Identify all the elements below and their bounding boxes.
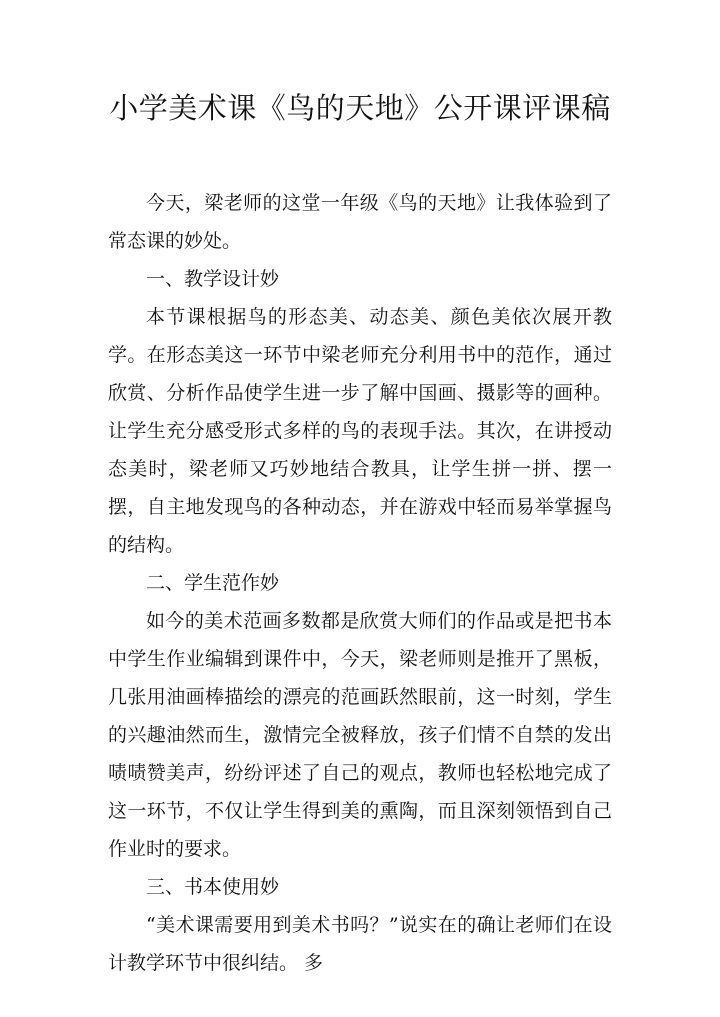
section-1-heading: 一、教学设计妙 [146, 268, 280, 290]
section-1-paragraph: 本节课根据鸟的形态美、动态美、颜色美依次展开教学。在形态美这一环节中梁老师充分利用书中的范作，通过欣赏、分析作品使学生进一步了解中国画、摄影等的画种。让学生充分感受形式多样的鸟的表现手法。其次，在讲授动态美时，梁老师又巧妙地结合教具，让学生拼一拼、摆一摆，自主地发现鸟的各种动态，并在游戏中轻而易举掌握鸟的结构。 [108, 306, 612, 556]
section-3-heading: 三、书本使用妙 [146, 876, 280, 898]
section-2-heading: 二、学生范作妙 [146, 572, 280, 594]
document-body [108, 184, 612, 982]
intro-paragraph: 今天，梁老师的这堂一年级《鸟的天地》让我体验到了常态课的妙处。 [108, 192, 612, 252]
section-3-paragraph: “美术课需要用到美术书吗？”说实在的确让老师们在设计教学环节中很纠结。 多 [108, 914, 612, 974]
section-2-paragraph: 如今的美术范画多数都是欣赏大师们的作品或是把书本中学生作业编辑到课件中，今天，梁老师则是推开了黑板，几张用油画棒描绘的漂亮的范画跃然眼前，这一时刻，学生的兴趣油然而生，激情完全被释放，孩子们情不自禁的发出啧啧赞美声，纷纷评述了自己的观点，教师也轻松地完成了这一环节，不仅让学生得到美的熏陶，而且深刻领悟到自己作业时的要求。 [108, 610, 612, 860]
document-title: 小学美术课《鸟的天地》公开课评课稿 [109, 91, 611, 125]
